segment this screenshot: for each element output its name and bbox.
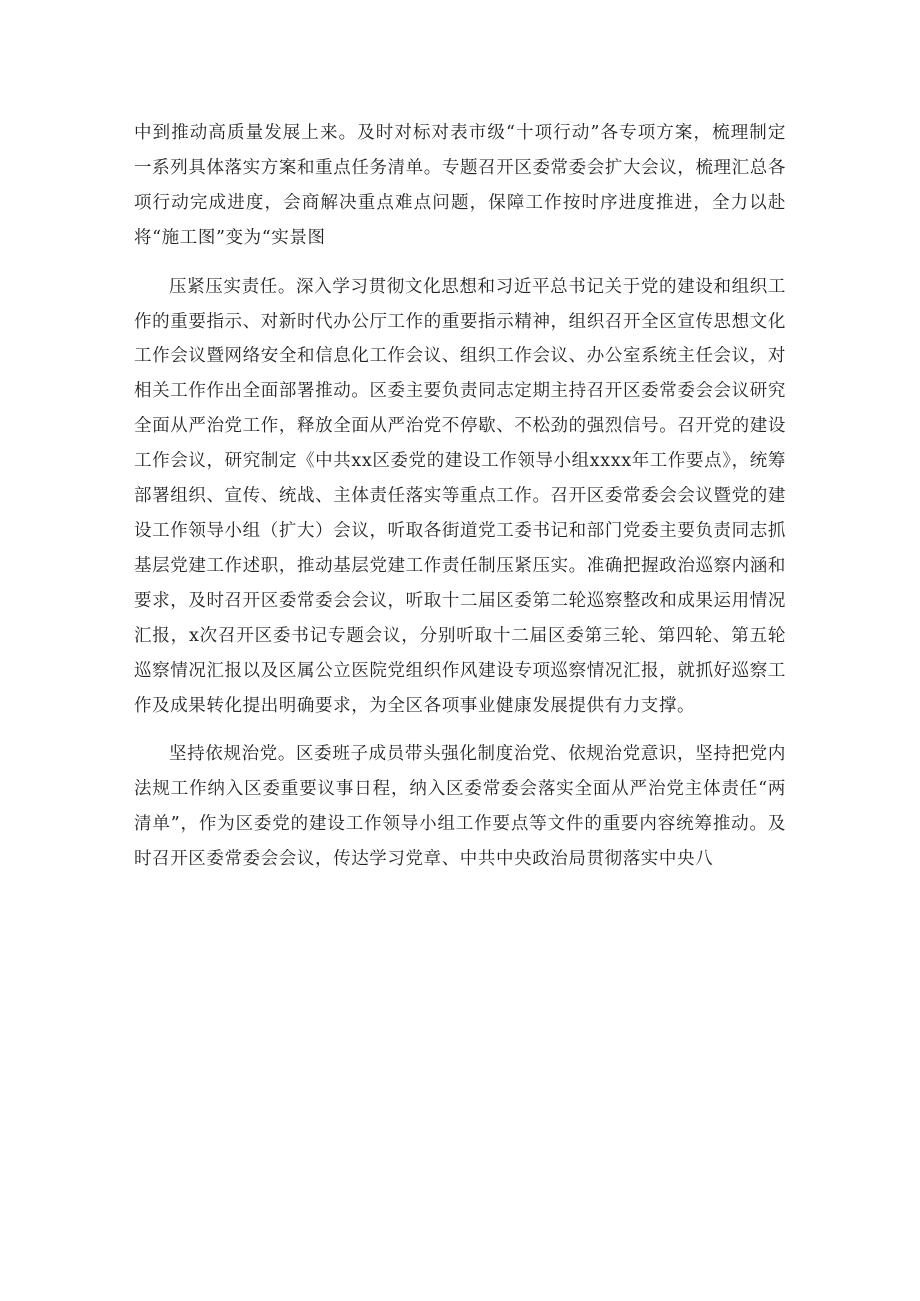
paragraph-responsibility: 压紧压实责任。深入学习贯彻文化思想和习近平总书记关于党的建设和组织工作的重要指示、对新时代办公厅工作的重要指示精神，组织召开全区宣传思想文化工作会议暨网络安全和信息化工作会议、组织工作会议、办公室系统主任会议，对相关工作作出全面部署推动。区委主要负责同志定期主持召开区委常委会会议研究全面从严治党工作，释放全面从严治党不停歇、不松劲的强烈信号。召开党的建设工作会议，研究制定《中共xx区委党的建设工作领导小组xxxx年工作要点》，统筹部署组织、宣传、统战、主体责任落实等重点工作。召开区委常委会会议暨党的建设工作领导小组（扩大）会议，听取各街道党工委书记和部门党委主要负责同志抓基层党建工作述职，推动基层党建工作责任制压紧压实。准确把握政治巡察内涵和要求，及时召开区委常委会会议，听取十二届区委第二轮巡察整改和成果运用情况汇报，x次召开区委书记专题会议，分别听取十二届区委第三轮、第四轮、第五轮巡察情况汇报以及区属公立医院党组织作风建设专项巡察情况汇报，就抓好巡察工作及成果转化提出明确要求，为全区各项事业健康发展提供有力支撑。 (134, 276, 786, 716)
paragraph-continuation: 中到推动高质量发展上来。及时对标对表市级“十项行动”各专项方案，梳理制定一系列具体落实方案和重点任务清单。专题召开区委常委会扩大会议，梳理汇总各项行动完成进度，会商解决重点难点问题，保障工作按时序进度推进，全力以赴将“施工图”变为“实景图 (134, 123, 786, 248)
paragraph-rule-of-party: 坚持依规治党。区委班子成员带头强化制度治党、依规治党意识，坚持把党内法规工作纳入区委重要议事日程，纳入区委常委会落实全面从严治党主体责任“两清单”，作为区委党的建设工作领导小组工作要点等文件的重要内容统筹推动。及时召开区委常委会会议，传达学习党章、中共中央政治局贯彻落实中央八 (134, 744, 786, 870)
document-body (134, 116, 786, 877)
